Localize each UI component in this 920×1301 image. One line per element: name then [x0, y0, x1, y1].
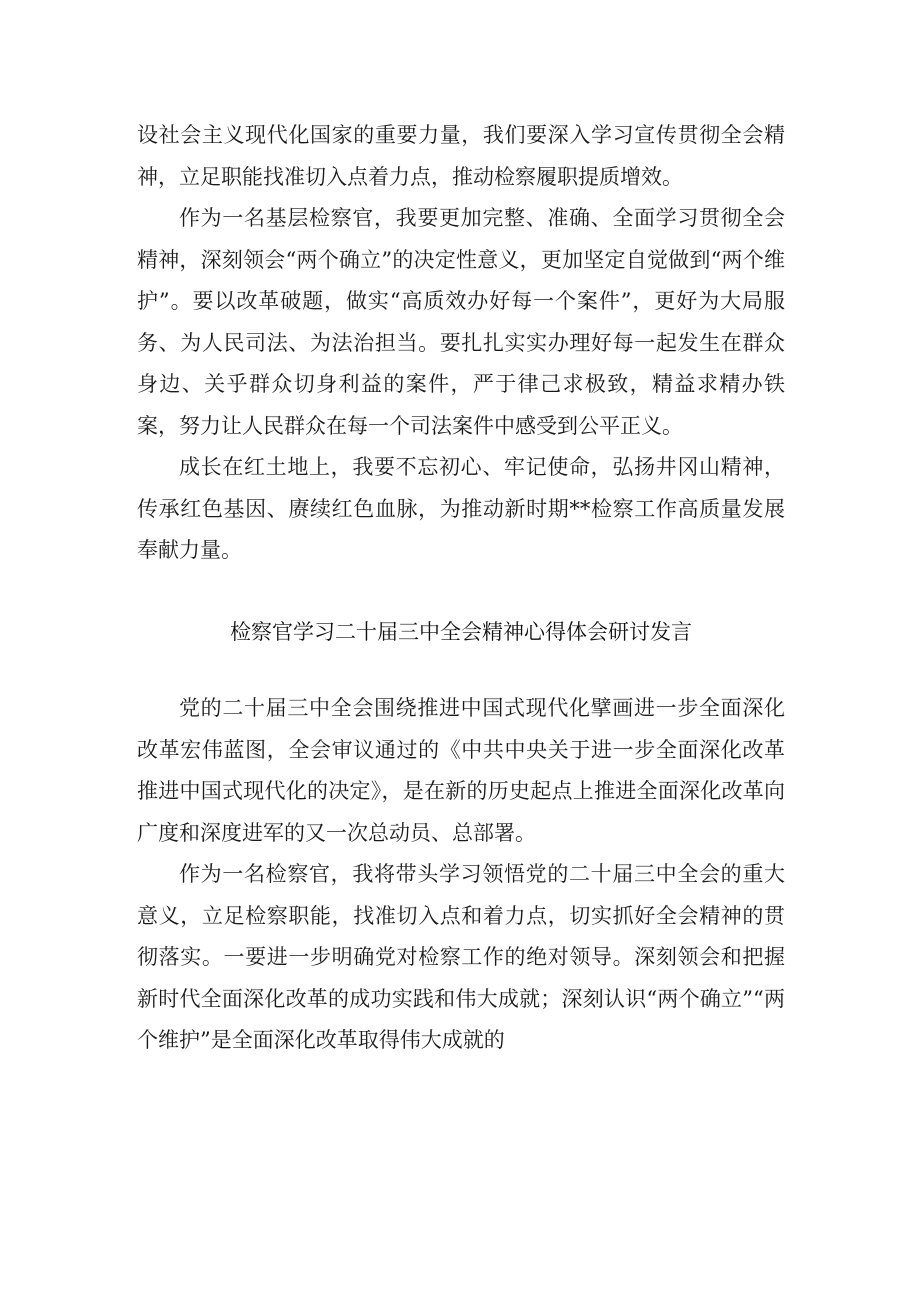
document-body — [137, 115, 785, 1062]
paragraph-continuation: 设社会主义现代化国家的重要力量，我们要深入学习宣传贯彻全会精神，立足职能找准切入点着力点，推动检察履职提质增效。 — [137, 123, 785, 189]
paragraph-plenary-session: 党的二十届三中全会围绕推进中国式现代化擘画进一步全面深化改革宏伟蓝图，全会审议通过的《中共中央关于进一步全面深化改革推进中国式现代化的决定》，是在新的历史起点上推进全面深化改革向广度和深度进军的又一次总动员、总部署。 — [137, 696, 785, 845]
paragraph-grassroots-prosecutor: 作为一名基层检察官，我要更加完整、准确、全面学习贯彻全会精神，深刻领会“两个确立”的决定性意义，更加坚定自觉做到“两个维护”。要以改革破题，做实“高质效办好每一个案件”，更好为大局服务、为人民司法、为法治担当。要扎扎实实办理好每一起发生在群众身边、关乎群众切身利益的案件，严于律己求极致，精益求精办铁案，努力让人民群众在每一个司法案件中感受到公平正义。 — [137, 206, 785, 438]
paragraph-red-land: 成长在红土地上，我要不忘初心、牢记使命，弘扬井冈山精神，传承红色基因、赓续红色血脉，为推动新时期**检察工作高质量发展奉献力量。 — [137, 455, 785, 562]
paragraph-as-prosecutor: 作为一名检察官，我将带头学习领悟党的二十届三中全会的重大意义，立足检察职能，找准切入点和着力点，切实抓好全会精神的贯彻落实。一要进一步明确党对检察工作的绝对领导。深刻领会和把握新时代全面深化改革的成功实践和伟大成就；深刻认识“两个确立”“两个维护”是全面深化改革取得伟大成就的 — [137, 862, 785, 1052]
section-title: 检察官学习二十届三中全会精神心得体会研讨发言 — [230, 619, 692, 644]
